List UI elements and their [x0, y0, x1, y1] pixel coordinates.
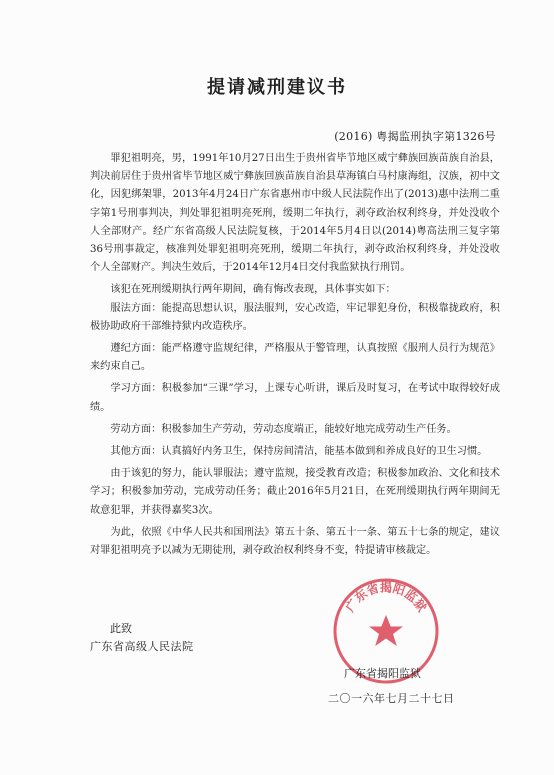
svg-text:广东省揭阳监狱: [342, 579, 430, 614]
paragraph-criminal-info: 罪犯祖明亮，男，1991年10月27日出生于贵州省毕节地区威宁彝族回族苗族自治县，判决前居住于贵州省毕节地区威宁彝族回族苗族自治县草海镇白马村康海组，汉族，初中文化，因犯绑架罪，2013年4月24日广东省惠州市中级人民法院作出了(2013)惠中法刑二重字第1号刑事判决，判处罪犯祖明亮死刑，缓期二年执行，剥夺政治权利终身，并处没收个人全部财产。经广东省高级人民法院复核，于2014年5月4日以(2014)粤高法刑三复字第36号刑事裁定，核准判处罪犯祖明亮死刑，缓期二年执行，剥夺政治权利终身，并处没收个人全部财产。判决生效后，于2014年12月4日交付我监狱执行刑罚。: [90, 153, 500, 274]
paragraph-summary: 由于该犯的努力，能认罪服法；遵守监规，接受教育改造；积极参加政治、文化和技术学习；积极参加劳动，完成劳动任务；截止2016年5月21日，在死刑缓期执行两年期间无故意犯罪，并获得嘉奖3次。: [90, 468, 500, 516]
document-body: [90, 150, 500, 564]
seal-text: 广东省揭阳监狱: [342, 580, 430, 615]
paragraph-law-abiding: 服法方面：能提高思想认识，服法服判，安心改造，牢记罪犯身份，积极靠拢政府，积极协助政府干部维持狱内改造秩序。: [90, 302, 500, 332]
paragraph-other: 其他方面：认真搞好内务卫生，保持房间清洁，能基本做到和养成良好的卫生习惯。: [110, 446, 488, 458]
addressee: 广东省高级人民法院: [90, 640, 194, 653]
paragraph-labor: 劳动方面：积极参加生产劳动，劳动态度端正，能较好地完成劳动生产任务。: [110, 423, 457, 435]
document-title: 提请减刑建议书: [207, 77, 347, 98]
closing-salutation: 此致: [110, 622, 132, 635]
paragraph-study: 学习方面：积极参加“三课”学习，上课专心听讲，课后及时复习，在考试中取得较好成绩。: [90, 383, 500, 413]
document-number: (2016) 粤揭监刑执字第1326号: [334, 130, 496, 143]
paragraph-recommendation: 为此，依照《中华人民共和国刑法》第五十条、第五十一条、第五十七条的规定，建议对罪犯祖明亮予以减为无期徒刑，剥夺政治权利终身不变，特提请审核裁定。: [90, 526, 500, 557]
paragraph-discipline: 遵纪方面：能严格遵守监规纪律，严格服从于警管理，认真按照《服刑人员行为规范》来约束自己。: [90, 343, 500, 373]
paragraph-intro: 该犯在死刑缓期执行两年期间，确有悔改表现，具体事实如下：: [110, 284, 396, 296]
signature-date: 二〇一六年七月二十七日: [328, 692, 455, 705]
signature-organization: 广东省揭阳监狱: [344, 667, 421, 680]
